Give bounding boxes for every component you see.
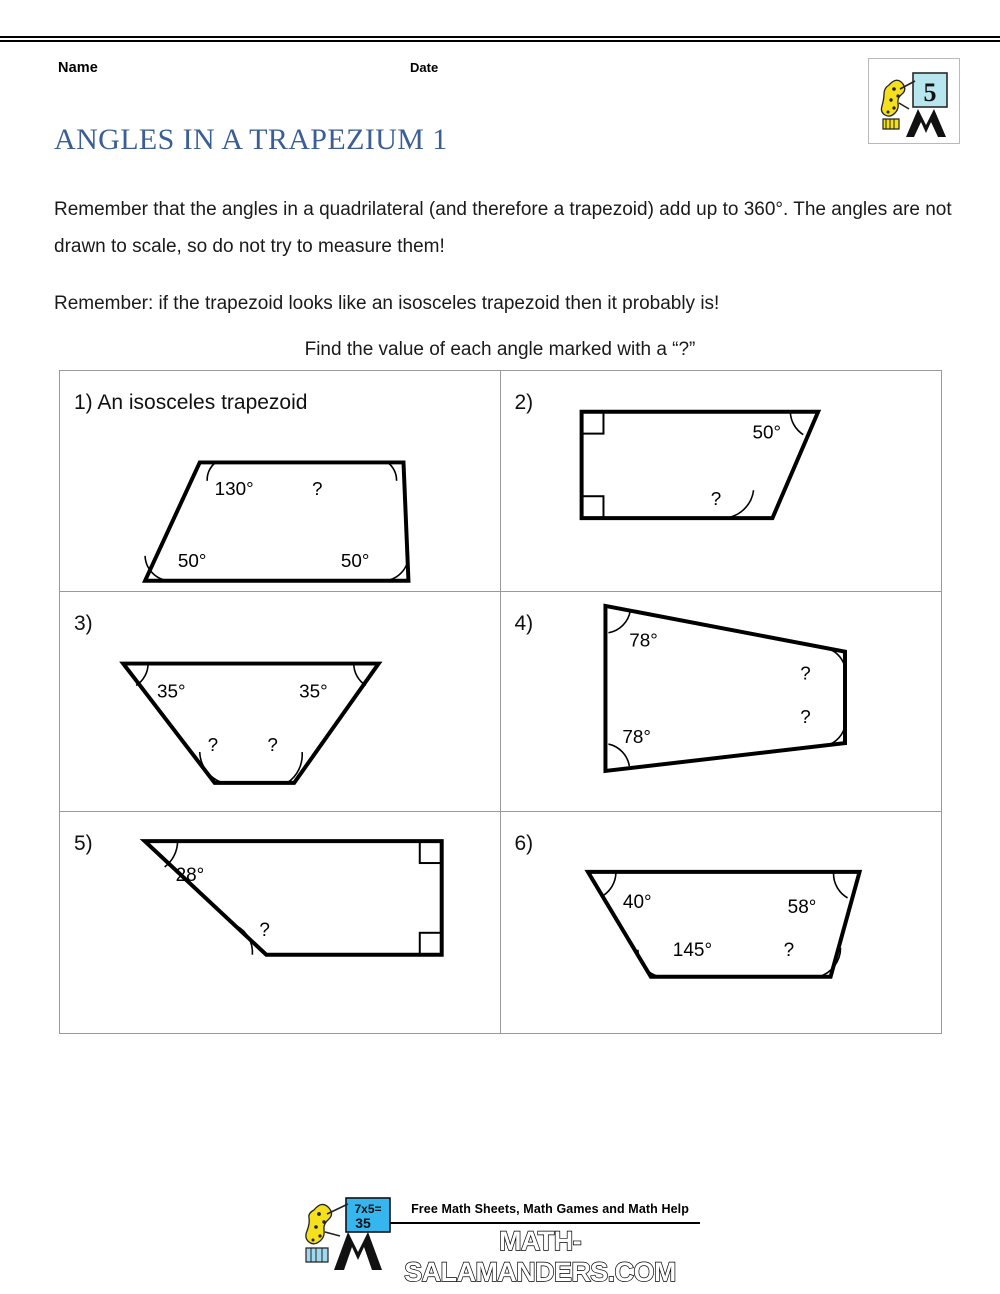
problem-4-angle-1: 78° [621,726,651,748]
footer [0,1186,1000,1287]
problem-1-angle-0: 130° [214,479,254,501]
top-divider-rule [0,36,1000,42]
problem-4-angle-3: ? [799,706,811,728]
problem-3-label: 3) [74,611,93,635]
problem-3-angle-1: 35° [299,681,328,703]
problem-6-angle-1: 58° [787,897,816,919]
instruction-text: Find the value of each angle marked with a “?” [304,339,696,360]
problem-cell-3 [60,592,501,813]
grade-level-logo-icon [869,59,961,145]
problem-2-figure [501,371,942,591]
problem-4-angle-2: ? [799,663,811,685]
problem-4-label: 4) [514,611,534,635]
footer-tagline: Free Math Sheets, Math Games and Math Help [411,1202,689,1216]
problem-cell-2 [501,371,942,592]
date-field-label: Date [410,60,439,75]
footer-divider [390,1222,700,1224]
problem-5-figure [60,812,500,1033]
intro-paragraph-2: Remember: if the trapezoid looks like an isosceles trapezoid then it probably is! [54,293,720,314]
problem-2-angle-1: ? [710,489,721,511]
header-logo [868,58,960,144]
problem-6-label: 6) [514,832,534,856]
problem-cell-1 [60,371,501,592]
problem-5-angle-1: ? [259,920,270,942]
problem-cell-4 [501,592,942,813]
footer-url: MATH-SALAMANDERS.COM [404,1226,676,1287]
problem-3-angle-0: 35° [156,681,186,703]
footer-board-top: 7x5= [354,1202,382,1216]
problem-1-angle-2: 50° [177,550,207,572]
problem-1-angle-1: ? [312,479,323,501]
problem-6-angle-0: 40° [622,892,652,914]
problem-5-angle-0: 28° [175,865,205,887]
problem-6-angle-3: ? [783,940,794,962]
problem-1-angle-3: 50° [340,550,370,572]
problem-3-angle-2: ? [207,734,219,756]
problem-cell-6 [501,812,942,1033]
grade-number: 5 [923,78,937,107]
problem-5-label: 5) [74,832,93,856]
problem-4-angle-0: 78° [628,630,658,652]
intro-paragraph-1: Remember that the angles in a quadrilateral (and therefore a trapezoid) add up to 360°. The angles are not drawn to scale, so do not try to measure them! [54,199,952,257]
problem-2-angle-0: 50° [752,422,781,444]
problem-4-figure [501,592,942,812]
problem-6-angle-2: 145° [672,940,712,962]
problem-3-figure [60,592,500,812]
footer-board-bottom: 35 [355,1215,371,1231]
problem-2-label: 2) [514,391,534,414]
problem-6-figure [501,812,942,1033]
problem-3-angle-3: ? [267,734,278,756]
name-field-label: Name [58,60,98,76]
problem-1-label: 1) An isosceles trapezoid [74,391,308,414]
problem-cell-5 [60,812,501,1033]
page-title: ANGLES IN A TRAPEZIUM 1 [54,123,448,157]
problem-grid [59,370,942,1034]
